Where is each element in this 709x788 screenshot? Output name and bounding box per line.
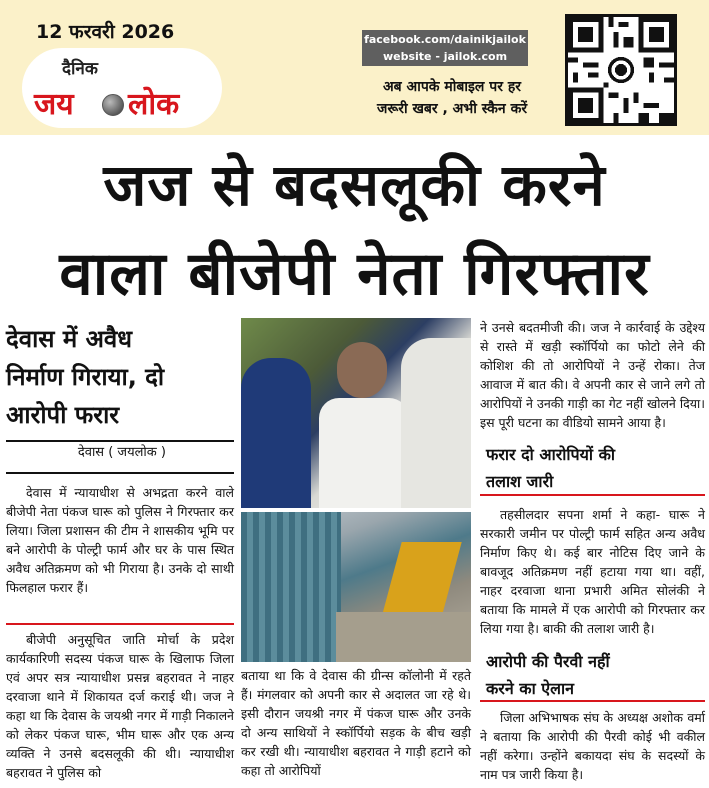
subheading-line-3: आरोपी फरार <box>6 401 120 429</box>
headline-line-2: वाला बीजेपी नेता गिरफ्तार <box>59 239 650 309</box>
subheading-search-line-1: फरार दो आरोपियों की <box>486 445 616 464</box>
qr-code-icon[interactable] <box>565 14 677 126</box>
news-photo-confrontation <box>241 318 471 508</box>
logo-small-text: दैनिक <box>62 59 98 79</box>
body-paragraph-5: जिला अभिभाषक संघ के अध्यक्ष अशोक वर्मा ने बताया कि आरोपी की पैरवी कोई भी वकील नहीं करेगा। उन्होंने बकायदा संघ के सदस्यों के नाम पत्र जारी किया है। <box>480 710 705 782</box>
body-paragraph-1: बीजेपी अनुसूचित जाति मोर्चा के प्रदेश कार्यकारिणी सदस्य पंकज घारू के खिलाफ जिला एवं अपर सत्र न्यायाधीश प्रसन्न बहरावत ने नाहर दरवाजा थाने में शिकायत दर्ज कराई थी। जज ने कहा था कि देवास के जयश्री नगर में गाड़ी निकालने को लेकर पंकज घारू, भीम घारू और एक अन्य व्यक्ति ने उनसे बदसलूकी की थी। न्यायाधीश बहरावत ने पुलिस को <box>6 632 234 780</box>
logo-main-right: लोक <box>128 87 180 122</box>
photo-shirt-center <box>319 398 409 508</box>
globe-icon <box>102 94 124 116</box>
logo <box>22 48 222 128</box>
lead-paragraph: देवास में न्यायाधीश से अभद्रता करने वाले बीजेपी नेता पंकज घारू को पुलिस ने गिरफ्तार कर लिया। जिला प्रशासन की टीम ने शासकीय भूमि पर बने आरोपी के पोल्ट्री फार्म और घर के पास स्थित अवैध अतिक्रमण को भी गिराया है। उनके दो साथी फिलहाल फरार हैं। <box>6 485 234 595</box>
body-paragraph-4: तहसीलदार सपना शर्मा ने कहा- घारू ने सरकारी जमीन पर पोल्ट्री फार्म सहित अन्य अवैध निर्माण किए थे। कई बार नोटिस दिए जाने के बावजूद अतिक्रमण नहीं हटाया गया था। वहीं, नाहर दरवाजा थाना प्रभारी अमित सोलंकी ने बताया कि मामले में एक आरोपी को गिरफ्तार कर लिया गया है। बाकी की तलाश जारी है। <box>480 507 705 636</box>
photo-tin-wall <box>241 512 341 662</box>
red-divider <box>6 623 234 625</box>
dateline: देवास ( जयलोक ) <box>77 445 166 460</box>
divider <box>6 472 234 474</box>
masthead <box>0 0 709 135</box>
social-links-box <box>362 30 528 66</box>
red-divider <box>480 700 705 702</box>
subheading-line-2: निर्माण गिराया, दो <box>6 363 165 391</box>
body-paragraph-2: बताया था कि वे देवास की ग्रीन्स कॉलोनी में रहते हैं। मंगलवार को अपनी कार से अदालत जा रहे थे। इसी दौरान जयश्री नगर में पंकज घारू और उनके दो अन्य साथियों ने स्कॉर्पियो सड़क के बीच खड़ी कर रखी थी। न्यायाधीश बहरावत ने गाड़ी हटाने को कहा तो आरोपियों <box>241 668 471 778</box>
subheading-demolition <box>6 320 234 434</box>
photo-excavator <box>380 542 461 622</box>
scan-line-2: जरूरी खबर , अभी स्कैन करें <box>376 101 528 117</box>
logo-main-left: जय <box>34 87 74 122</box>
subheading-search <box>486 441 706 495</box>
headline-line-1: जज से बदसलूकी करने <box>103 151 606 219</box>
issue-date: 12 फरवरी 2026 <box>36 21 175 43</box>
website-link[interactable]: website - jailok.com <box>382 50 508 63</box>
subheading-lawyers <box>486 648 706 702</box>
photo-face-center <box>337 342 387 398</box>
scan-line-1: अब आपके मोबाइल पर हर <box>382 79 522 95</box>
subheading-search-line-2: तलाश जारी <box>486 472 554 491</box>
scan-prompt <box>352 76 552 120</box>
photo-rubble <box>336 612 471 662</box>
photo-person-left <box>241 358 311 508</box>
body-paragraph-3: ने उनसे बदतमीजी की। जज ने कार्रवाई के उद्देश्य से रास्ते में खड़ी स्कॉर्पियो का फोटो लेने की कोशिश की तो आरोपियों ने उन्हें रोका। तेज आवाज में बात की। वे अपनी कार से जाने लगे तो आरोपियों ने उनकी गाड़ी का गेट नहीं खोलने दिया। इस पूरी घटना का वीडियो सामने आया है। <box>480 320 705 430</box>
news-photo-demolition <box>241 512 471 662</box>
red-divider <box>480 494 705 496</box>
facebook-link[interactable]: facebook.com/dainikjailok <box>364 33 526 46</box>
subheading-lawyers-line-2: करने का ऐलान <box>486 679 575 698</box>
subheading-line-1: देवास में अवैध <box>6 325 133 353</box>
subheading-lawyers-line-1: आरोपी की पैरवी नहीं <box>486 652 610 671</box>
photo-person-right <box>401 338 471 508</box>
